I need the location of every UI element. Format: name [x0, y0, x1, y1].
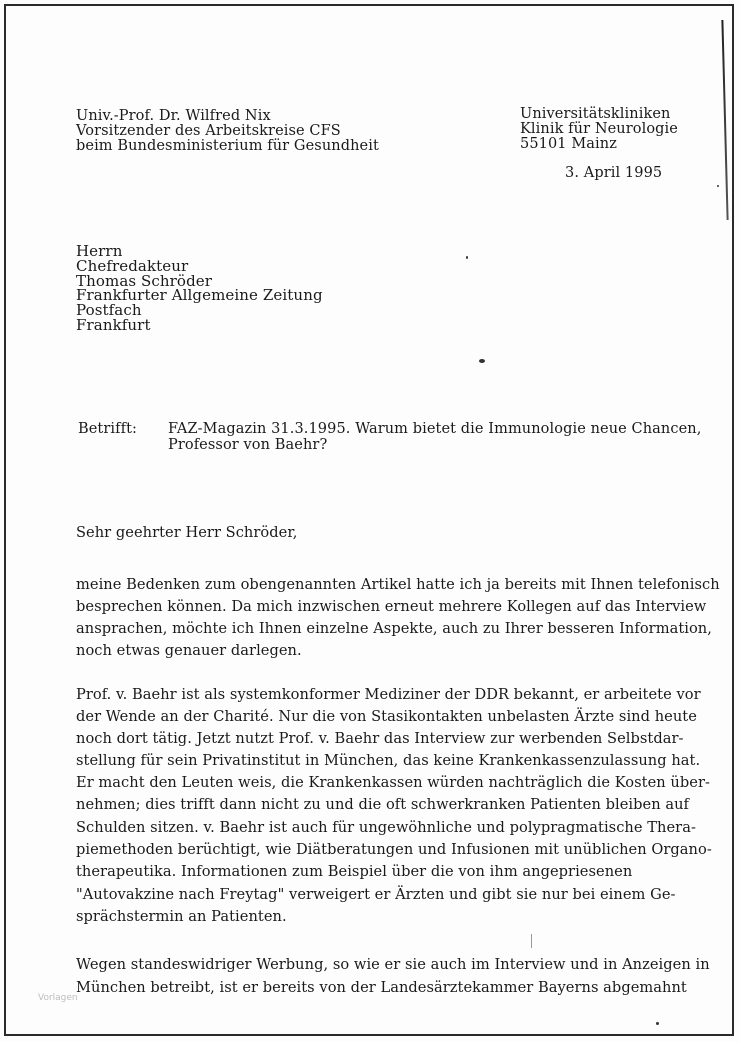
subject-line-1: FAZ-Magazin 31.3.1995. Warum bietet die Immunologie neue Chancen,	[168, 421, 702, 437]
institution-department: Klinik für Neurologie	[520, 121, 678, 137]
paragraph-line: noch dort tätig. Jetzt nutzt Prof. v. Baehr das Interview zur werbenden Selbstdar-	[76, 730, 684, 747]
scan-speck	[717, 185, 719, 187]
scan-speck	[479, 359, 485, 363]
recipient-organization: Frankfurter Allgemeine Zeitung	[76, 286, 323, 304]
watermark: Vorlagen	[38, 993, 78, 1003]
paragraph-line: stellung für sein Privatinstitut in München, das keine Krankenkassenzulassung hat.	[76, 752, 701, 769]
scan-speck	[531, 934, 532, 948]
paragraph-line: Schulden sitzen. v. Baehr ist auch für ungewöhnliche und polypragmatische Thera-	[76, 819, 696, 836]
sender-role: Vorsitzender des Arbeitskreise CFS	[76, 123, 341, 139]
salutation: Sehr geehrter Herr Schröder,	[76, 524, 298, 541]
paragraph-line: piemethoden berüchtigt, wie Diätberatungen und Infusionen mit unüblichen Organo-	[76, 841, 712, 858]
recipient-postbox: Postfach	[76, 301, 142, 319]
paragraph-line: der Wende an der Charité. Nur die von Stasikontakten unbelasten Ärzte sind heute	[76, 708, 697, 725]
paragraph-line: nehmen; dies trifft dann nicht zu und die oft schwerkranken Patienten bleiben auf	[76, 796, 690, 813]
paragraph-line: Wegen standeswidriger Werbung, so wie er sie auch im Interview und in Anzeigen in	[76, 956, 710, 973]
paragraph-line: noch etwas genauer darlegen.	[76, 642, 302, 659]
institution-name: Universitätskliniken	[520, 106, 671, 122]
recipient-city: Frankfurt	[76, 316, 151, 334]
subject-label: Betrifft:	[78, 421, 137, 437]
paragraph-line: ansprachen, möchte ich Ihnen einzelne Aspekte, auch zu Ihrer besseren Information,	[76, 620, 712, 637]
paragraph-line: Er macht den Leuten weis, die Krankenkassen würden nachträglich die Kosten über-	[76, 774, 710, 791]
sender-name: Univ.-Prof. Dr. Wilfred Nix	[76, 108, 271, 124]
scan-speck	[656, 1022, 659, 1025]
recipient-salutation-title: Herrn	[76, 242, 123, 260]
recipient-name: Thomas Schröder	[76, 272, 213, 290]
paragraph-line: München betreibt, ist er bereits von der Landesärztekammer Bayerns abgemahnt	[76, 979, 687, 996]
institution-city: 55101 Mainz	[520, 136, 617, 152]
paragraph-line: sprächstermin an Patienten.	[76, 908, 287, 925]
scan-speck	[466, 256, 468, 259]
recipient-position: Chefredakteur	[76, 257, 189, 275]
sender-ministry: beim Bundesministerium für Gesundheit	[76, 138, 379, 154]
paragraph-line: "Autovakzine nach Freytag" verweigert er Ärzten und gibt sie nur bei einem Ge-	[76, 886, 676, 903]
paragraph-line: besprechen können. Da mich inzwischen erneut mehrere Kollegen auf das Interview	[76, 598, 707, 615]
letter-date: 3. April 1995	[565, 165, 663, 181]
paragraph-line: meine Bedenken zum obengenannten Artikel hatte ich ja bereits mit Ihnen telefonisch	[76, 576, 720, 593]
paragraph-line: therapeutika. Informationen zum Beispiel über die von ihm angepriesenen	[76, 863, 633, 880]
subject-line-2: Professor von Baehr?	[168, 437, 328, 453]
paragraph-line: Prof. v. Baehr ist als systemkonformer Mediziner der DDR bekannt, er arbeitete vor	[76, 686, 701, 703]
scan-border	[4, 4, 734, 1036]
